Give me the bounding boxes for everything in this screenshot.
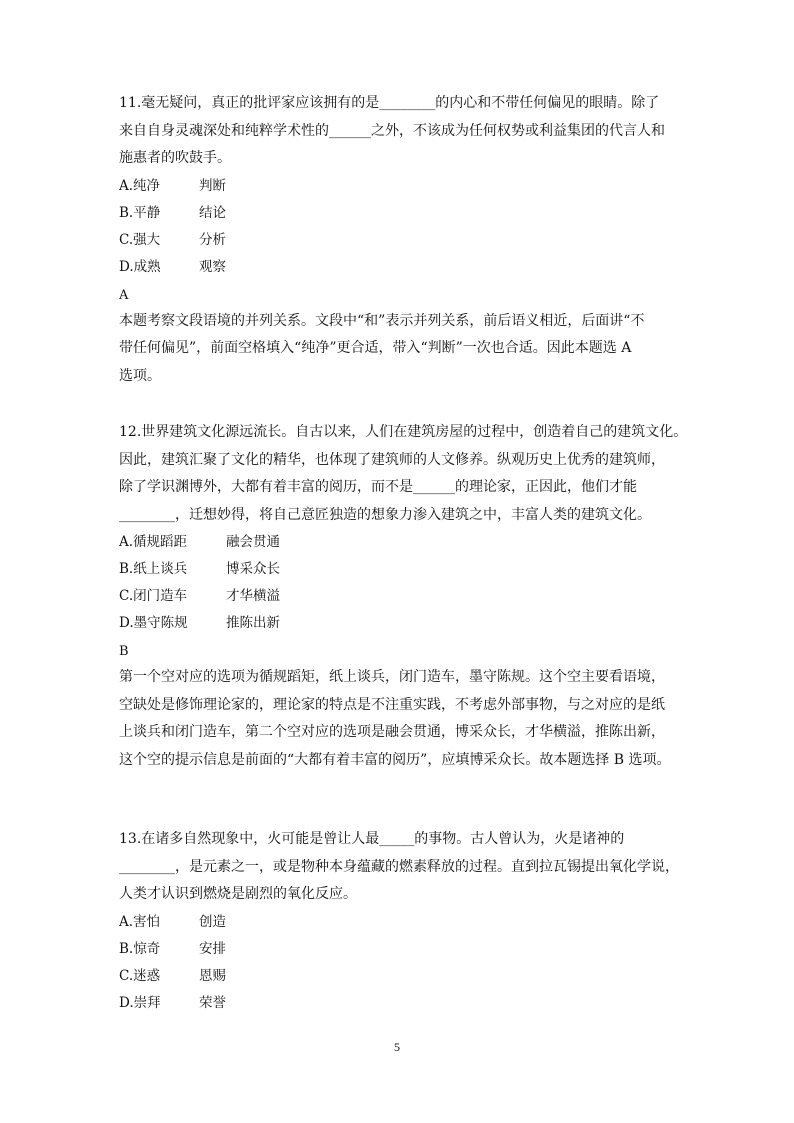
question-line: 除了学识渊博外，大都有着丰富的阅历，而不是______的理论家，正因此，他们才能 <box>119 479 637 495</box>
option-d <box>119 254 689 281</box>
option-label: A.纯净 <box>119 177 161 194</box>
option-label: C.强大 <box>119 231 161 248</box>
question-11 <box>119 90 689 390</box>
option-b <box>119 200 689 227</box>
option-label: A.循规蹈距 <box>119 534 188 550</box>
option-label: C.迷惑 <box>119 967 161 984</box>
option-label: D.崇拜 <box>119 994 161 1011</box>
explanation-line: 第一个空对应的选项为循规蹈矩，纸上谈兵，闭门造车，墨守陈规。这个空主要看语境， <box>119 669 665 685</box>
page-number: 5 <box>394 1040 400 1054</box>
option-d <box>119 990 689 1017</box>
question-line: 12.世界建筑文化源远流长。自古以来，人们在建筑房屋的过程中，创造着自己的建筑文化。 <box>119 424 688 440</box>
option-value: 安排 <box>199 940 226 957</box>
option-value: 博采众长 <box>226 561 280 577</box>
question-line: ________，是元素之一，或是物种本身蕴藏的燃素释放的过程。直到拉瓦锡提出氧化学说， <box>119 858 679 875</box>
option-label: D.墨守陈规 <box>119 615 188 631</box>
option-label: A.害怕 <box>119 913 161 930</box>
question-12 <box>119 419 689 774</box>
option-d <box>119 610 689 637</box>
option-a <box>119 529 689 556</box>
option-value: 荣誉 <box>199 994 226 1011</box>
question-line: 施惠者的吹鼓手。 <box>119 150 231 166</box>
option-value: 分析 <box>199 231 226 248</box>
explanation-line: 上谈兵和闭门造车，第二个空对应的选项是融会贯通，博采众长，才华横溢，推陈出新， <box>119 724 665 740</box>
option-b <box>119 556 689 583</box>
question-line: ________，迁想妙得，将自己意匠独造的想象力渗入建筑之中，丰富人类的建筑文化。 <box>119 506 651 523</box>
option-value: 才华横溢 <box>226 588 280 604</box>
question-line: 11.毫无疑问，真正的批评家应该拥有的是________的内心和不带任何偏见的眼睛。除了 <box>119 95 660 111</box>
option-c <box>119 227 689 254</box>
question-line: 13.在诸多自然现象中，火可能是曾让人最_____的事物。古人曾认为，火是诸神的 <box>119 831 625 847</box>
explanation-line: 本题考察文段语境的并列关系。文段中“和”表示并列关系，前后语义相近，后面讲“不 <box>119 312 645 329</box>
explanation-line: 带任何偏见”，前面空格填入“纯净”更合适，带入“判断”一次也合适。因此本题选 A <box>119 340 632 356</box>
answer: B <box>119 644 129 659</box>
option-label: B.惊奇 <box>119 940 161 957</box>
option-value: 恩赐 <box>199 967 226 984</box>
option-label: B.纸上谈兵 <box>119 561 188 577</box>
question-line: 来自自身灵魂深处和纯粹学术性的______之外，不该成为任何权势或利益集团的代言人和 <box>119 122 665 139</box>
option-b <box>119 936 689 963</box>
option-value: 推陈出新 <box>226 615 280 631</box>
explanation-line: 这个空的提示信息是前面的“大都有着丰富的阅历”，应填博采众长。故本题选择 B 选项。 <box>119 751 671 768</box>
option-value: 结论 <box>199 204 226 221</box>
option-value: 判断 <box>199 177 226 194</box>
option-c <box>119 583 689 610</box>
explanation-line: 空缺处是修饰理论家的，理论家的特点是不注重实践，不考虑外部事物，与之对应的是纸 <box>119 696 665 713</box>
option-a <box>119 173 689 200</box>
option-c <box>119 963 689 990</box>
question-line: 因此，建筑汇聚了文化的精华，也体现了建筑师的人文修养。纵观历史上优秀的建筑师， <box>119 451 665 468</box>
option-label: C.闭门造车 <box>119 588 188 604</box>
answer: A <box>119 287 129 303</box>
option-a <box>119 909 689 936</box>
option-value: 观察 <box>199 258 226 275</box>
option-value: 融会贯通 <box>226 534 280 550</box>
explanation-line: 选项。 <box>119 367 161 384</box>
option-label: D.成熟 <box>119 258 161 275</box>
question-line: 人类才认识到燃烧是剧烈的氧化反应。 <box>119 886 357 902</box>
option-value: 创造 <box>199 913 226 930</box>
option-label: B.平静 <box>119 204 161 221</box>
question-13 <box>119 826 689 1017</box>
